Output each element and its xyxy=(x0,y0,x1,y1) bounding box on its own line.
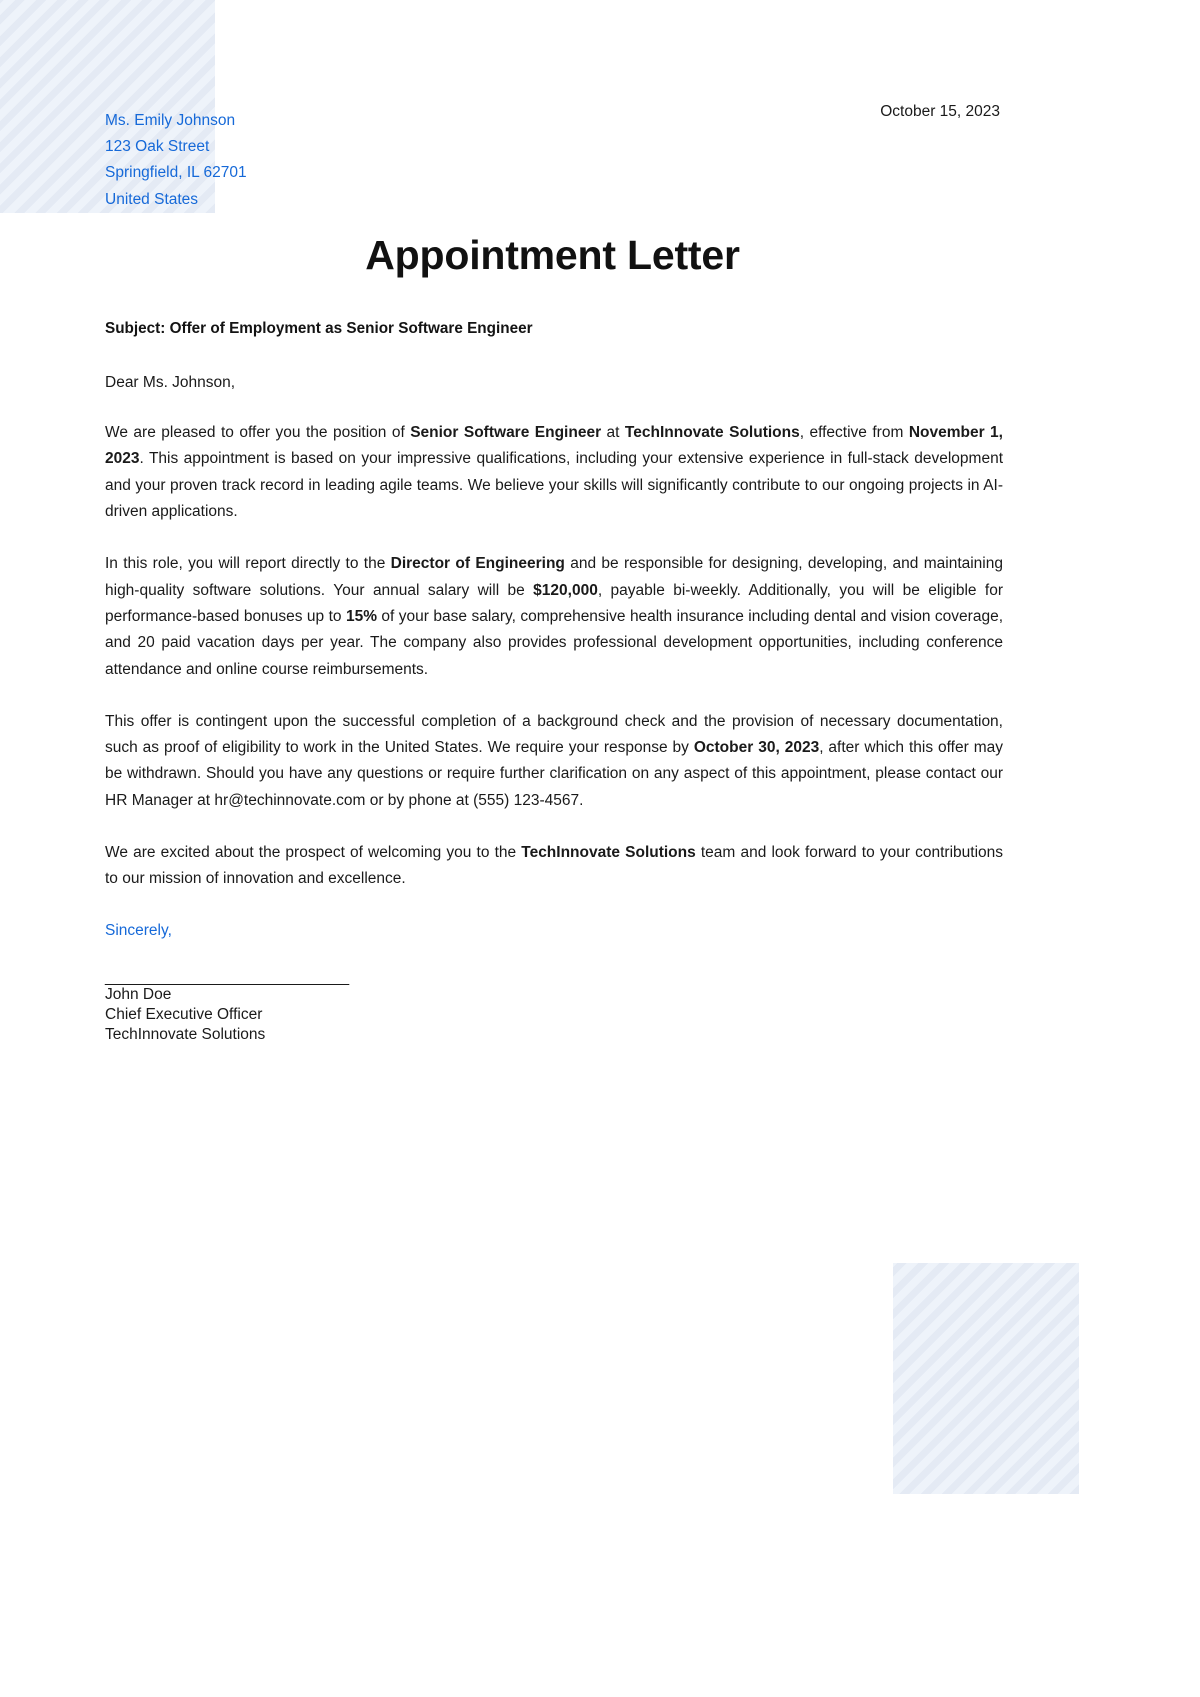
letter-body xyxy=(105,318,1003,1045)
bold-start-date: November 1, 2023 xyxy=(105,424,1003,468)
bold-job-title: Senior Software Engineer xyxy=(410,424,602,442)
letter-date: October 15, 2023 xyxy=(880,103,1000,120)
text-run: , effective from xyxy=(799,424,909,442)
salutation: Dear Ms. Johnson, xyxy=(105,373,236,391)
bold-response-deadline: October 30, 2023 xyxy=(693,739,820,757)
recipient-country: United States xyxy=(105,190,199,208)
subject-line: Subject: Offer of Employment as Senior Software Engineer xyxy=(105,320,533,337)
text-run: We are excited about the prospect of welcoming you to the xyxy=(105,844,522,862)
paragraph-offer xyxy=(105,420,1003,525)
signatory-role: Chief Executive Officer xyxy=(105,1005,263,1023)
text-run: We are pleased to offer you the position of xyxy=(105,424,411,442)
text-run: team and look forward to your contributions to our mission of innovation and excellence. xyxy=(105,844,1004,888)
text-run: of your base salary, comprehensive health insurance including dental and vision coverage, and 20 paid vacation days per year. The company also provides professional development opportunities, including conference attendance and online course reimbursements. xyxy=(105,607,1004,678)
bold-company-name: TechInnovate Solutions xyxy=(624,424,800,442)
text-run: , after which this offer may be withdrawn. Should you have any questions or require further clarification on any aspect of this appointment, please contact our HR Manager at hr@techinnovate.com or by phone at (555) 123-4567. xyxy=(105,739,1003,809)
bold-bonus-percent: 15% xyxy=(345,607,377,625)
text-run: , payable bi-weekly. Additionally, you will be eligible for performance-based bonuses up to xyxy=(105,581,1003,625)
bold-reporting-manager: Director of Engineering xyxy=(390,555,565,573)
signature-block xyxy=(105,968,1003,1045)
signature-rule: ______________________________ xyxy=(105,968,349,986)
paragraph-role-compensation xyxy=(105,551,1003,682)
recipient-address-block xyxy=(105,108,247,213)
text-run: . This appointment is based on your impressive qualifications, including your extensive experience in full-stack development and your proven track record in leading agile teams. We believe your skills will significantly contribute to our ongoing projects in AI-driven applications. xyxy=(105,450,1003,521)
recipient-name: Ms. Emily Johnson xyxy=(105,112,236,129)
recipient-street: 123 Oak Street xyxy=(105,138,210,156)
text-run: This offer is contingent upon the successful completion of a background check and the provision of necessary documentation, such as proof of eligibility to work in the United States. We require your response by xyxy=(105,712,1003,757)
paragraph-contingency xyxy=(105,709,1003,814)
text-run: and be responsible for designing, developing, and maintaining high-quality software solutions. Your annual salary will be xyxy=(105,555,1003,599)
closing-salutation: Sincerely, xyxy=(105,921,172,939)
text-run: In this role, you will report directly to the xyxy=(105,555,391,573)
page-title: Appointment Letter xyxy=(365,232,740,278)
bold-salary: $120,000 xyxy=(533,581,598,599)
letter-header xyxy=(0,0,1200,120)
signatory-company: TechInnovate Solutions xyxy=(105,1025,266,1043)
text-run: at xyxy=(601,424,625,442)
recipient-city-state-zip: Springfield, IL 62701 xyxy=(105,164,247,182)
decorative-stripe-block-bottom-right xyxy=(893,1263,1079,1494)
bold-company-name: TechInnovate Solutions xyxy=(521,844,696,862)
paragraph-welcome xyxy=(105,840,1003,893)
signatory-name: John Doe xyxy=(105,985,172,1003)
